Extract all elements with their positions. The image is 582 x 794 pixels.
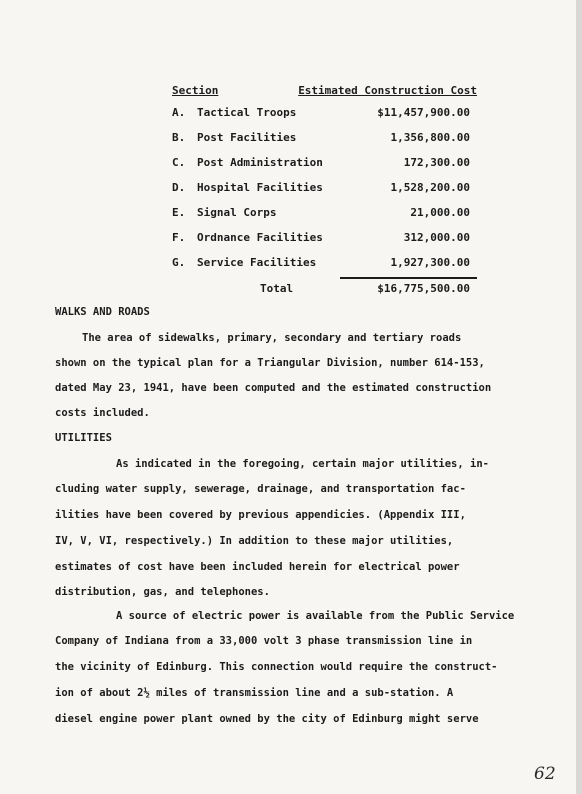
row-letter: C. [172,156,186,169]
row-section-name: Post Administration [197,156,323,169]
header-section: Section [172,84,219,97]
walks-heading: WALKS AND ROADS [55,306,150,318]
row-section-name: Tactical Troops [197,106,297,119]
row-section-name: Post Facilities [197,131,297,144]
page-number: 62 [534,764,556,784]
row-cost: $11,457,900.00 [377,106,470,119]
text-line: IV, V, VI, respectively.) In addition to these major utilities, [55,535,454,547]
text-line: estimates of cost have been included herein for electrical power [55,561,460,573]
total-row [172,282,477,298]
table-row [172,206,477,231]
text-line: shown on the typical plan for a Triangular Division, number 614-153, [55,357,485,369]
text-line: Company of Indiana from a 33,000 volt 3 phase transmission line in [55,635,473,647]
table-row [172,231,477,256]
total-label: Total [260,282,294,295]
table-row [172,131,477,156]
row-letter: G. [172,256,186,269]
row-letter: B. [172,131,186,144]
row-cost: 312,000.00 [403,231,470,244]
text-line: dated May 23, 1941, have been computed and the estimated construction [55,382,492,394]
text-line: The area of sidewalks, primary, secondary and tertiary roads [82,332,462,344]
page-edge [576,0,582,794]
row-section-name: Hospital Facilities [197,181,323,194]
row-cost: 1,927,300.00 [390,256,470,269]
row-cost: 172,300.00 [403,156,470,169]
row-letter: D. [172,181,186,194]
text-line: ion of about 2½ miles of transmission line and a sub-station. A [55,687,454,699]
text-line: A source of electric power is available from the Public Service [116,610,515,622]
text-line: diesel engine power plant owned by the city of Edinburg might serve [55,713,479,725]
row-cost: 21,000.00 [410,206,470,219]
cost-table [172,84,477,295]
table-row [172,181,477,206]
row-letter: F. [172,231,186,244]
row-letter: A. [172,106,186,119]
row-section-name: Service Facilities [197,256,317,269]
row-section-name: Signal Corps [197,206,277,219]
utilities-heading: UTILITIES [55,432,112,444]
table-row [172,156,477,181]
text-line: cluding water supply, sewerage, drainage, and transportation fac- [55,483,466,495]
header-cost: Estimated Construction Cost [298,84,477,97]
total-rule [340,277,477,279]
row-cost: 1,356,800.00 [390,131,470,144]
text-line: the vicinity of Edinburg. This connection would require the construct- [55,661,498,673]
row-cost: 1,528,200.00 [390,181,470,194]
row-section-name: Ordnance Facilities [197,231,323,244]
table-header [172,84,477,106]
text-line: ilities have been covered by previous appendicies. (Appendix III, [55,509,466,521]
text-line: As indicated in the foregoing, certain major utilities, in- [116,458,489,470]
text-line: costs included. [55,407,150,419]
table-row [172,106,477,131]
row-letter: E. [172,206,186,219]
total-cost: $16,775,500.00 [377,282,470,295]
text-line: distribution, gas, and telephones. [55,586,270,598]
